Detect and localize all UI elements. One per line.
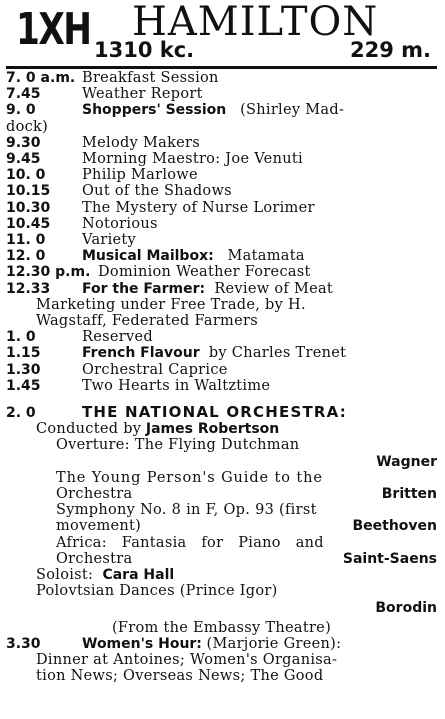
conductor-name: James Robertson	[145, 421, 280, 438]
programme-title-bold: Shoppers' Session	[82, 102, 227, 119]
programme-title: by Charles Trenet	[208, 345, 347, 362]
programme-time: 10.30	[6, 199, 51, 216]
programme-title: Melody Makers	[82, 134, 201, 151]
programme-time: 9.45	[6, 151, 41, 168]
programme-row-continued	[6, 668, 437, 684]
venue-note: (From the Embassy Theatre)	[111, 619, 332, 636]
programme-row	[6, 183, 437, 199]
work-title: Polovtsian Dances (Prince Igor)	[36, 583, 278, 600]
programme-time: 9.30	[6, 134, 41, 151]
programme-title: Weather Report	[82, 86, 203, 103]
programme-row	[6, 378, 437, 394]
programme-title-bold: For the Farmer:	[82, 280, 206, 297]
programme-row	[6, 248, 437, 264]
programme-title: Orchestral Caprice	[82, 361, 228, 378]
programme-title-bold: Musical Mailbox:	[82, 248, 214, 265]
work-title: The Young Person's Guide to the	[56, 469, 323, 486]
orchestra-composer-row	[6, 454, 437, 470]
orchestra-conductor-row	[6, 421, 437, 437]
programme-time: 1.45	[6, 377, 41, 394]
programme-row	[6, 102, 437, 118]
orchestra-item	[6, 502, 437, 518]
programme-time: 12.30 p.m.	[6, 264, 91, 281]
programme-title: Two Hearts in Waltztime	[82, 377, 271, 394]
programme-title: Review of Meat	[214, 280, 334, 297]
programme-listing	[6, 70, 437, 685]
station-callsign: 1XH	[16, 4, 91, 55]
station-wavelength: 229 m.	[349, 38, 431, 62]
programme-time: 10.15	[6, 183, 51, 200]
composer-name: Britten	[381, 486, 437, 503]
programme-time: 1. 0	[6, 329, 36, 346]
work-title: Overture: The Flying Dutchman	[56, 437, 300, 454]
programme-row	[6, 135, 437, 151]
programme-row	[6, 281, 437, 297]
programme-time: 12. 0	[6, 248, 46, 265]
programme-row	[6, 167, 437, 183]
programme-time: 1.30	[6, 361, 41, 378]
composer-name: Beethoven	[352, 518, 437, 535]
programme-time: 9. 0	[6, 102, 36, 119]
soloist-name: Cara Hall	[102, 567, 175, 584]
programme-row	[6, 362, 437, 378]
programme-title: Philip Marlowe	[82, 167, 198, 184]
programme-row	[6, 264, 437, 280]
orchestra-soloist-row	[6, 567, 437, 583]
composer-name: Saint-Saens	[342, 550, 437, 567]
programme-row	[6, 232, 437, 248]
programme-row-continued	[6, 297, 437, 313]
work-title: Africa: Fantasia for Piano and	[56, 534, 324, 551]
work-title-continued: movement)	[56, 518, 142, 535]
programme-title: Breakfast Session	[82, 70, 219, 86]
programme-title: Notorious	[82, 215, 158, 232]
orchestra-item	[6, 583, 437, 599]
programme-time: 1.15	[6, 345, 41, 362]
programme-title-continued: Dinner at Antoines; Women's Organisa-	[36, 652, 338, 669]
programme-title-bold: French Flavour	[82, 345, 200, 362]
conducted-by-label: Conducted by	[36, 421, 142, 438]
programme-title-continued: Wagstaff, Federated Farmers	[36, 313, 258, 330]
station-frequency: 1310 kc.	[94, 38, 195, 62]
programme-title-continued: dock)	[6, 118, 49, 135]
orchestra-item-continued	[6, 486, 437, 502]
programme-time: 3.30	[6, 635, 41, 652]
programme-time: 7.45	[6, 86, 41, 103]
programme-time: 11. 0	[6, 232, 46, 249]
programme-title-continued: tion News; Overseas News; The Good	[36, 668, 324, 685]
orchestra-item	[6, 470, 437, 486]
programme-row	[6, 636, 437, 652]
composer-name: Borodin	[375, 599, 437, 616]
composer-name: Wagner	[376, 453, 437, 470]
programme-row	[6, 86, 437, 102]
orchestra-item	[6, 437, 437, 453]
programme-row	[6, 345, 437, 361]
programme-title: (Marjorie Green):	[206, 635, 342, 652]
programme-time: 2. 0	[6, 405, 36, 422]
programme-row	[6, 216, 437, 232]
programme-title: Matamata	[227, 248, 305, 265]
programme-row-continued	[6, 652, 437, 668]
station-masthead	[6, 0, 437, 64]
programme-row-continued	[6, 119, 437, 135]
orchestra-item-continued	[6, 551, 437, 567]
programme-row	[6, 151, 437, 167]
programme-title: Morning Maestro: Joe Venuti	[82, 151, 303, 168]
programme-time: 10. 0	[6, 167, 46, 184]
work-title-continued: Orchestra	[56, 550, 133, 567]
programme-time: 12.33	[6, 280, 51, 297]
soloist-label: Soloist:	[36, 567, 94, 584]
programme-time: 7. 0 a.m.	[6, 70, 76, 86]
orchestra-item	[6, 535, 437, 551]
orchestra-composer-row	[6, 600, 437, 616]
orchestra-heading-row	[6, 404, 437, 421]
work-title: Symphony No. 8 in F, Op. 93 (first	[56, 502, 317, 519]
orchestra-venue-row	[6, 620, 437, 636]
station-city: HAMILTON	[132, 0, 379, 45]
programme-row	[6, 70, 437, 86]
programme-title: Reserved	[82, 329, 153, 346]
programme-title: Out of the Shadows	[82, 183, 232, 200]
programme-title: Dominion Weather Forecast	[98, 264, 311, 281]
programme-row	[6, 200, 437, 216]
orchestra-heading: THE NATIONAL ORCHESTRA:	[82, 403, 347, 422]
programme-title-bold: Women's Hour:	[82, 635, 202, 652]
programme-row-continued	[6, 313, 437, 329]
programme-title-continued: Marketing under Free Trade, by H.	[36, 296, 306, 313]
programme-row	[6, 329, 437, 345]
programme-title: The Mystery of Nurse Lorimer	[82, 199, 315, 216]
programme-time: 10.45	[6, 215, 51, 232]
masthead-rule	[6, 66, 437, 69]
programme-title: Variety	[82, 232, 137, 249]
work-title-continued: Orchestra	[56, 486, 133, 503]
programme-title: (Shirley Mad-	[240, 102, 345, 119]
orchestra-item-continued	[6, 518, 437, 534]
